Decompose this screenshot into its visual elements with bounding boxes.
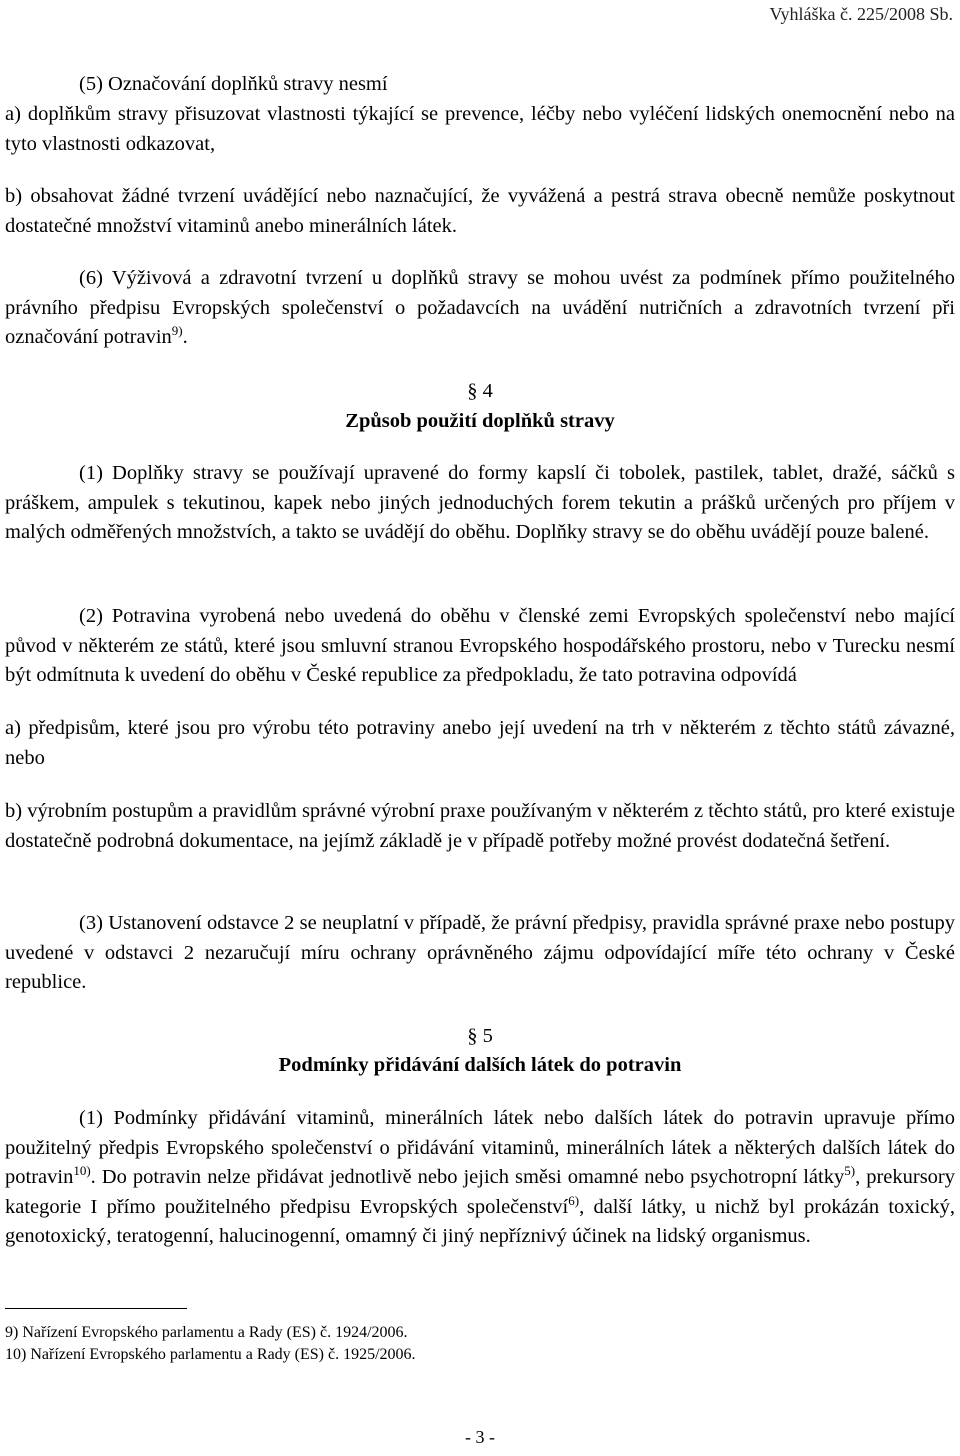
section-5-title: Podmínky přidávání dalších látek do potravin [278,1054,682,1076]
section-4-paragraph-2-item-a: a) předpisům, které jsou pro výrobu této potraviny anebo její uvedení na trh v některém z těchto států závazné, nebo [5,717,955,769]
footnote-separator [5,1308,187,1309]
footnote-9: 9) Nařízení Evropského parlamentu a Rady (ES) č. 1924/2006. [5,1324,408,1341]
section-4-title: Způsob použití doplňků stravy [345,410,615,432]
footnote-10: 10) Nařízení Evropského parlamentu a Rady (ES) č. 1925/2006. [5,1346,416,1363]
paragraph-5-item-b: b) obsahovat žádné tvrzení uvádějící nebo naznačující, že vyvážená a pestrá strava obecně nemůže poskytnout dostatečné množství vitaminů anebo minerálních látek. [5,185,955,237]
footnote-ref-5[interactable]: 5) [844,1163,856,1179]
page-number: - 3 - [465,1427,495,1447]
paragraph-5-item-a: a) doplňkům stravy přisuzovat vlastnosti týkající se prevence, léčby nebo vyléčení lidských onemocnění nebo na tyto vlastnosti odkazovat, [5,103,955,155]
paragraph-6-text: (6) Výživová a zdravotní tvrzení u doplňků stravy se mohou uvést za podmínek přímo použitelného právního předpisu Evropských společenství o požadavcích na uvádění nutričních a zdravotních tvrzení při označování potravin [5,267,955,349]
page-header: Vyhláška č. 225/2008 Sb. [769,4,953,24]
section-4-paragraph-1: (1) Doplňky stravy se používají upravené do formy kapslí či tobolek, pastilek, tablet, dražé, sáčků s práškem, ampulek s tekutinou, kapek nebo jiných jednoduchých forem tekutin a prášků určených pro příjem v malých odměřených množstvích, a takto se uvádějí do oběhu. Doplňky stravy se do oběhu uvádějí pouze balené. [5,462,955,544]
section-5-text-3: , prekursory kategorie I přímo použitelného předpisu Evropských společenství [5,1166,956,1218]
section-5-number: § 5 [467,1025,493,1047]
paragraph-6 [5,264,955,353]
section-5-text-4: , další látky, u nichž byl prokázán toxický, genotoxický, teratogenní, halucinogenní, omamný či jiný nepříznivý účinek na lidský organismus. [5,1195,955,1248]
paragraph-6-end: . [182,326,188,349]
paragraph-5-intro: (5) Označování doplňků stravy nesmí [79,73,388,95]
section-5-paragraph-1 [5,1104,955,1252]
section-4-paragraph-3: (3) Ustanovení odstavce 2 se neuplatní v případě, že právní předpisy, pravidla správné praxe nebo postupy uvedené v odstavci 2 nezaručují míru ochrany oprávněného zájmu odpovídající míře této ochrany v České republice. [5,912,955,994]
section-5-text-1: (1) Podmínky přidávání vitaminů, minerálních látek nebo dalších látek do potravin upravuje přímo použitelný předpis Evropského společenství o přidávání vitaminů, minerálních látek a některých dalších látek do potravin [5,1107,955,1189]
footnote-ref-9[interactable]: 9) [171,323,183,339]
section-5-text-2: . Do potravin nelze přidávat jednotlivě nebo jejich směsi omamné nebo psychotropní látky [90,1166,845,1189]
footnote-ref-6[interactable]: 6) [568,1192,580,1208]
section-4-number: § 4 [467,380,493,402]
section-4-paragraph-2-intro: (2) Potravina vyrobená nebo uvedená do oběhu v členské zemi Evropských společenství nebo mající původ v některém ze států, které jsou smluvní stranou Evropského hospodářského prostoru, nebo v Turecku nesmí být odmítnuta k uvedení do oběhu v České republice za předpokladu, že tato potravina odpovídá [5,605,955,687]
footnote-ref-10[interactable]: 10) [73,1163,91,1179]
section-4-paragraph-2-item-b: b) výrobním postupům a pravidlům správné výrobní praxe používaným v některém z těchto států, pro které existuje dostatečně podrobná dokumentace, na jejímž základě je v případě potřeby možné provést dodatečná šetření. [5,800,955,852]
